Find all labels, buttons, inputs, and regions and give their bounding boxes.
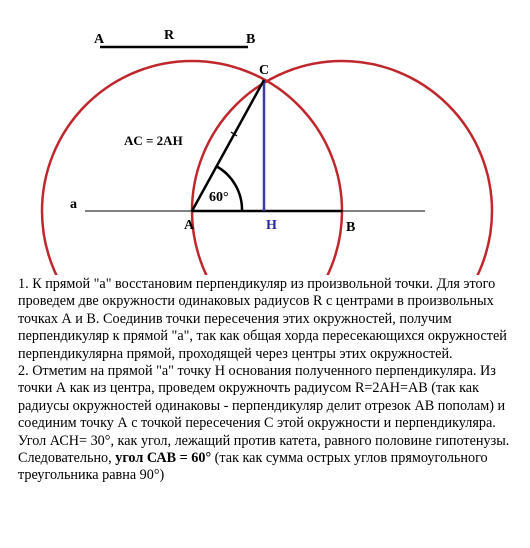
- point-a-label: A: [184, 218, 195, 233]
- point-b-label: B: [346, 220, 356, 235]
- step-2-text-start: 2. Отметим на прямой "а" точку Н основания полученного перпендикуляра. Из точки А как из центра, проведем окружночть радиусом R=2AH=AB (так как радиусы окружностей одинаковы - перпендикуляр делит отрезок АВ пополам) и соединим точку А с точкой пересечения С этой окружности и перпендикуляра. Угол АСН= 30°, как угол, лежащий против катета, равного половине гипотенузы. Следовательно,: [18, 363, 510, 467]
- segment-label-r: R: [164, 28, 175, 43]
- segment-label-a: A: [94, 32, 105, 47]
- angle-label: 60°: [209, 190, 229, 205]
- segment-label-b: B: [246, 32, 256, 47]
- step-2-conclusion: угол САВ = 60°: [115, 450, 212, 467]
- explanation-step-2: [18, 363, 518, 485]
- point-h-label: H: [266, 218, 277, 233]
- explanation-step-1: 1. К прямой "а" восстановим перпендикуляр из произвольной точки. Для этого проведем две окружности одинаковых радиусов R с центрами в произвольных точках А и В. Соединив точки пересечения этих окружностей, получим перпендикуляр к прямой "а", так как общая хорда пересекающихся окружностей перпендикулярна прямой, проходящей через центры этих окружностей.: [18, 276, 507, 362]
- line-a-label: a: [70, 197, 77, 212]
- explanation-text: [18, 276, 518, 485]
- point-c-label: C: [259, 63, 270, 78]
- equation-label: AC = 2AH: [124, 133, 183, 148]
- circle-center-a: [42, 61, 342, 275]
- step-2-text-end: (так как сумма острых углов прямоугольного треугольника равна 90°): [18, 450, 488, 484]
- circle-center-b: [192, 61, 492, 275]
